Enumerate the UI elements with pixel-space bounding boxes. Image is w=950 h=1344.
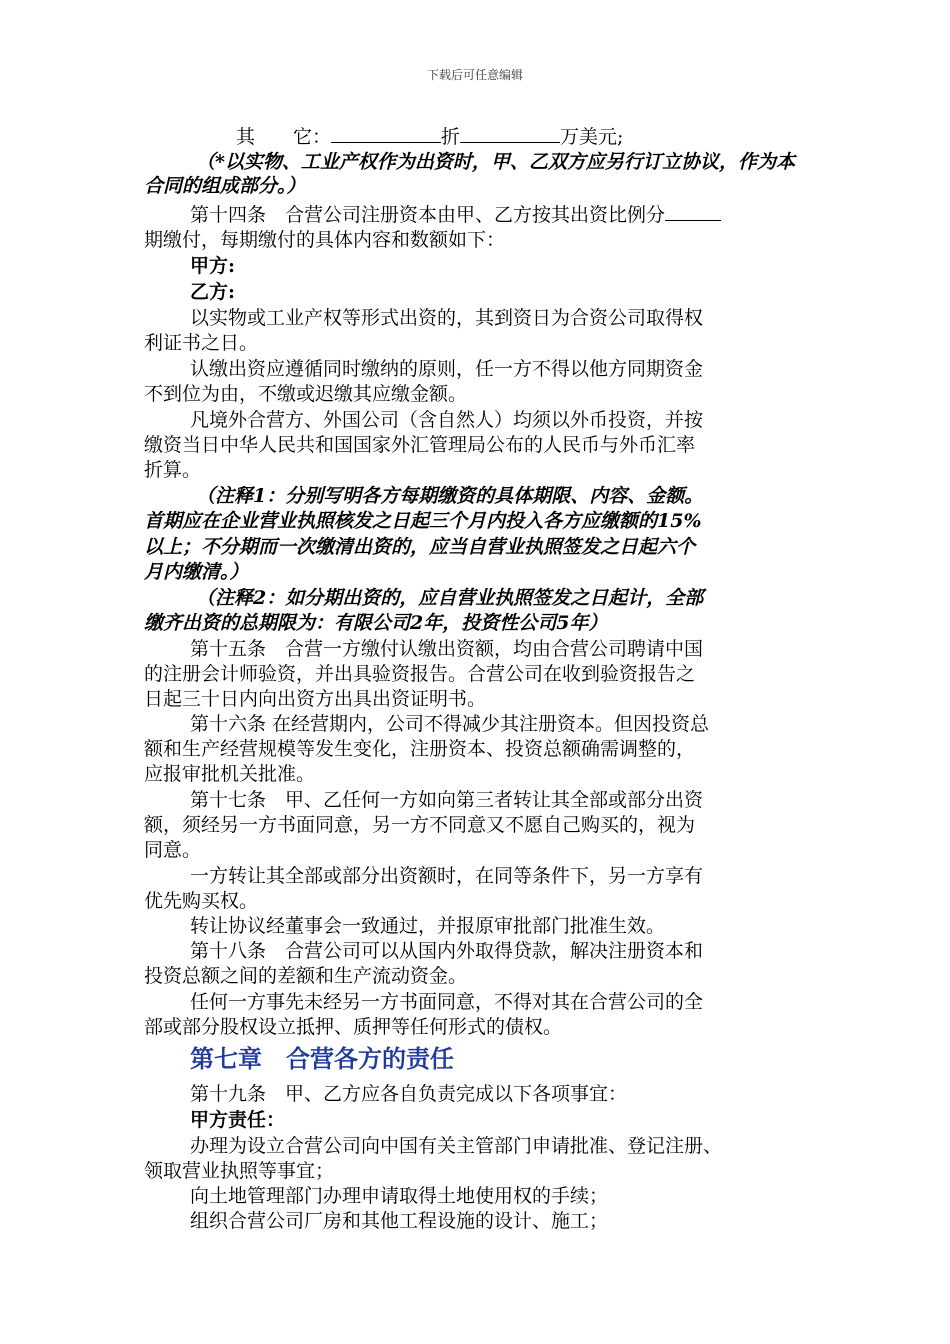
- row-end: 万美元;: [560, 126, 624, 148]
- article-17-line: 额，须经另一方书面同意，另一方不同意又不愿自己购买的，视为: [144, 814, 696, 836]
- paragraph-line: 折算。: [144, 459, 202, 481]
- chapter-heading: 第七章 合营各方的责任: [190, 1045, 454, 1073]
- note-line: （注释2：如分期出资的，应自营业执照签发之日起计，全部: [196, 587, 704, 609]
- article-16-line: 第十六条 在经营期内，公司不得减少其注册资本。但因投资总: [190, 713, 710, 735]
- paragraph-line: 认缴出资应遵循同时缴纳的原则，任一方不得以他方同期资金: [190, 358, 704, 380]
- article-14-text: 第十四条 合营公司注册资本由甲、乙方按其出资比例分: [190, 204, 666, 226]
- paragraph-line: 凡境外合营方、外国公司（含自然人）均须以外币投资，并按: [190, 409, 704, 431]
- article-14-line: 期缴付，每期缴付的具体内容和数额如下：: [144, 229, 506, 251]
- article-16-line: 额和生产经营规模等发生变化，注册资本、投资总额确需调整的，: [144, 738, 696, 760]
- party-b-label: 乙方:: [190, 281, 236, 303]
- article-15-line: 日起三十日内向出资方出具出资证明书。: [144, 688, 487, 710]
- paragraph-line: 向土地管理部门办理申请取得土地使用权的手续；: [190, 1185, 609, 1207]
- paragraph-line: 一方转让其全部或部分出资额时，在同等条件下，另一方享有: [190, 865, 704, 887]
- paragraph-line: 利证书之日。: [144, 332, 259, 354]
- article-17-line: 第十七条 甲、乙任何一方如向第三者转让其全部或部分出资: [190, 789, 704, 811]
- party-a-label: 甲方:: [190, 255, 236, 277]
- paragraph-line: 任何一方事先未经另一方书面同意，不得对其在合营公司的全: [190, 991, 704, 1013]
- article-15-line: 的注册会计师验资，并出具验资报告。合营公司在收到验资报告之: [144, 663, 696, 685]
- article-19-line: 第十九条 甲、乙方应各自负责完成以下各项事宜：: [190, 1083, 628, 1105]
- note-line: （*以实物、工业产权作为出资时，甲、乙双方应另行订立协议，作为本: [196, 151, 795, 173]
- page-header: 下载后可任意编辑: [426, 68, 523, 82]
- note-line: 月内缴清。）: [144, 561, 249, 583]
- paragraph-line: 办理为设立合营公司向中国有关主管部门申请批准、登记注册、: [190, 1135, 723, 1157]
- note-line: 合同的组成部分。）: [144, 175, 306, 197]
- note-line: 首期应在企业营业执照核发之日起三个月内投入各方应缴额的15%: [144, 510, 702, 532]
- blank-field[interactable]: [460, 124, 560, 143]
- row-mid: 折: [441, 126, 461, 148]
- paragraph-line: 缴资当日中华人民共和国国家外汇管理局公布的人民币与外币汇率: [144, 434, 696, 456]
- article-18-line: 投资总额之间的差额和生产流动资金。: [144, 965, 468, 987]
- paragraph-line: 以实物或工业产权等形式出资的，其到资日为合资公司取得权: [190, 307, 704, 329]
- note-line: （注释1：分别写明各方每期缴资的具体期限、内容、金额。: [196, 485, 704, 507]
- article-18-line: 第十八条 合营公司可以从国内外取得贷款，解决注册资本和: [190, 940, 704, 962]
- article-16-line: 应报审批机关批准。: [144, 763, 316, 785]
- paragraph-line: 优先购买权。: [144, 890, 259, 912]
- note-line: 缴齐出资的总期限为：有限公司2年，投资性公司5年）: [144, 612, 608, 634]
- article-14-line: [190, 202, 721, 227]
- blank-field[interactable]: [331, 124, 441, 143]
- article-15-line: 第十五条 合营一方缴付认缴出资额，均由合营公司聘请中国: [190, 638, 704, 660]
- paragraph-line: 转让协议经董事会一致通过，并报原审批部门批准生效。: [190, 915, 666, 937]
- row-label: 其 它：: [236, 126, 332, 148]
- note-line: 以上；不分期而一次缴清出资的，应当自营业执照签发之日起六个: [144, 536, 696, 558]
- paragraph-line: 不到位为由，不缴或迟缴其应缴金额。: [144, 383, 468, 405]
- paragraph-line: 领取营业执照等事宜；: [144, 1160, 335, 1182]
- row-other-contribution: [236, 124, 623, 149]
- blank-field[interactable]: [665, 202, 721, 221]
- party-a-duty-label: 甲方责任：: [190, 1109, 286, 1131]
- article-17-line: 同意。: [144, 839, 202, 861]
- paragraph-line: 部或部分股权设立抵押、质押等任何形式的债权。: [144, 1016, 563, 1038]
- paragraph-line: 组织合营公司厂房和其他工程设施的设计、施工；: [190, 1210, 609, 1232]
